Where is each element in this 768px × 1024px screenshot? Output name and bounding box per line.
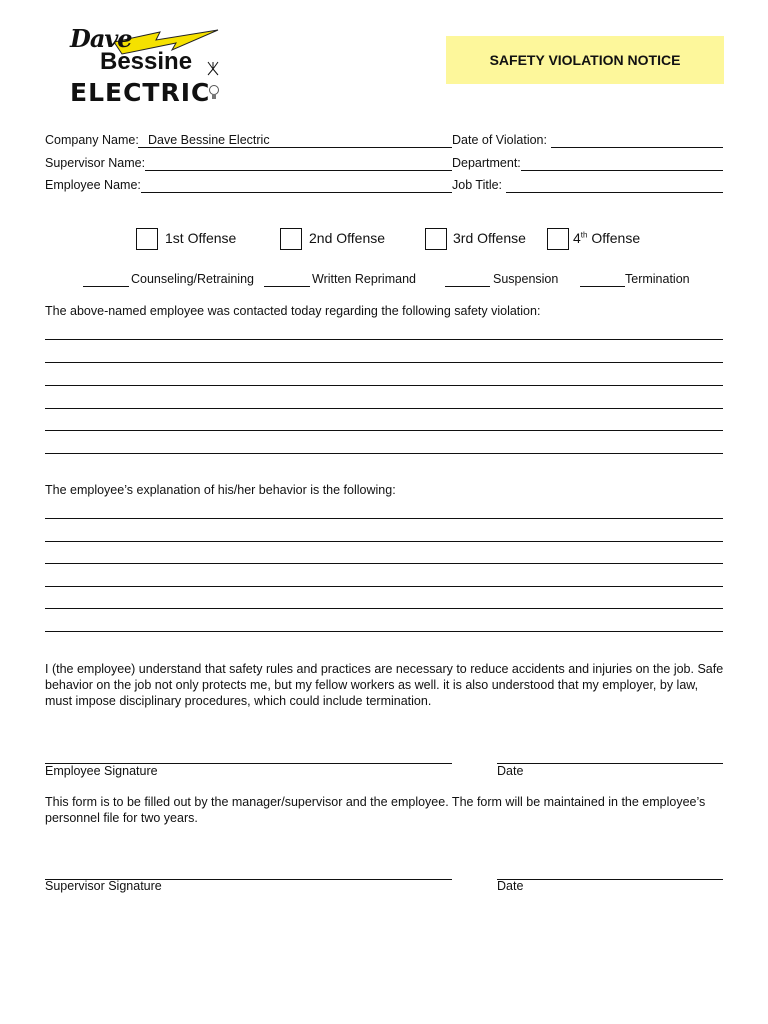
violation-intro-text: The above-named employee was contacted today regarding the following safety violation: — [45, 304, 541, 318]
job-title-field[interactable] — [506, 176, 723, 193]
employee-date-line[interactable] — [497, 763, 723, 764]
supervisor-date-label: Date — [497, 879, 524, 893]
date-of-violation-label: Date of Violation: — [452, 133, 547, 147]
company-name-label: Company Name: — [45, 133, 139, 147]
company-name-field[interactable] — [138, 131, 452, 148]
violation-line[interactable] — [45, 430, 723, 431]
fourth-offense-ordinal: th — [580, 230, 588, 240]
explanation-line[interactable] — [45, 608, 723, 609]
first-offense-label: 1st Offense — [165, 230, 237, 246]
written-reprimand-blank[interactable] — [264, 286, 310, 287]
supervisor-date-line[interactable] — [497, 879, 723, 880]
light-bulb-icon — [208, 84, 220, 102]
fourth-offense-text: Offense — [587, 230, 641, 246]
employee-signature-label: Employee Signature — [45, 764, 158, 778]
spark-icon — [206, 60, 220, 78]
first-offense-checkbox[interactable] — [136, 228, 158, 250]
counseling-retraining-label: Counseling/Retraining — [131, 272, 254, 286]
explanation-line[interactable] — [45, 586, 723, 587]
explanation-line[interactable] — [45, 518, 723, 519]
violation-line[interactable] — [45, 362, 723, 363]
employee-name-field[interactable] — [141, 176, 452, 193]
written-reprimand-label: Written Reprimand — [312, 272, 416, 286]
employee-date-label: Date — [497, 764, 524, 778]
explanation-intro-text: The employee’s explanation of his/her behavior is the following: — [45, 483, 396, 497]
fourth-offense-label — [573, 230, 640, 246]
violation-line[interactable] — [45, 339, 723, 340]
form-title: SAFETY VIOLATION NOTICE — [446, 36, 724, 84]
logo-script-text: Dave — [70, 24, 132, 53]
explanation-line[interactable] — [45, 563, 723, 564]
second-offense-checkbox[interactable] — [280, 228, 302, 250]
third-offense-checkbox[interactable] — [425, 228, 447, 250]
termination-label: Termination — [625, 272, 690, 286]
retention-note-text: This form is to be filled out by the manager/supervisor and the employee. The form will be maintained in the employee’s personnel file for two years. — [45, 795, 706, 825]
fourth-offense-number: 4 — [573, 230, 581, 246]
counseling-blank[interactable] — [83, 286, 129, 287]
suspension-blank[interactable] — [445, 286, 490, 287]
logo-name-text: Bessine — [100, 48, 193, 75]
date-of-violation-field[interactable] — [551, 131, 723, 148]
acknowledgement-text: I (the employee) understand that safety rules and practices are necessary to reduce accidents and injuries on the job. Safe behavior on the job not only protects me, but my fellow workers as well. it is also understood that my employer, by law, must impose disciplinary procedures, which could include termination. — [45, 662, 724, 708]
supervisor-name-label: Supervisor Name: — [45, 156, 146, 170]
termination-blank[interactable] — [580, 286, 625, 287]
department-field[interactable] — [521, 154, 723, 171]
suspension-label: Suspension — [493, 272, 559, 286]
violation-line[interactable] — [45, 385, 723, 386]
explanation-line[interactable] — [45, 631, 723, 632]
job-title-label: Job Title: — [452, 178, 503, 192]
second-offense-label: 2nd Offense — [309, 230, 386, 246]
violation-line[interactable] — [45, 453, 723, 454]
violation-line[interactable] — [45, 408, 723, 409]
supervisor-name-field[interactable] — [145, 154, 452, 171]
logo-company-text: ELECTRIC — [70, 78, 211, 107]
company-logo — [62, 22, 232, 110]
third-offense-label: 3rd Offense — [453, 230, 526, 246]
explanation-line[interactable] — [45, 541, 723, 542]
supervisor-signature-label: Supervisor Signature — [45, 879, 162, 893]
employee-name-label: Employee Name: — [45, 178, 141, 192]
fourth-offense-checkbox[interactable] — [547, 228, 569, 250]
company-name-value: Dave Bessine Electric — [148, 133, 270, 147]
department-label: Department: — [452, 156, 521, 170]
